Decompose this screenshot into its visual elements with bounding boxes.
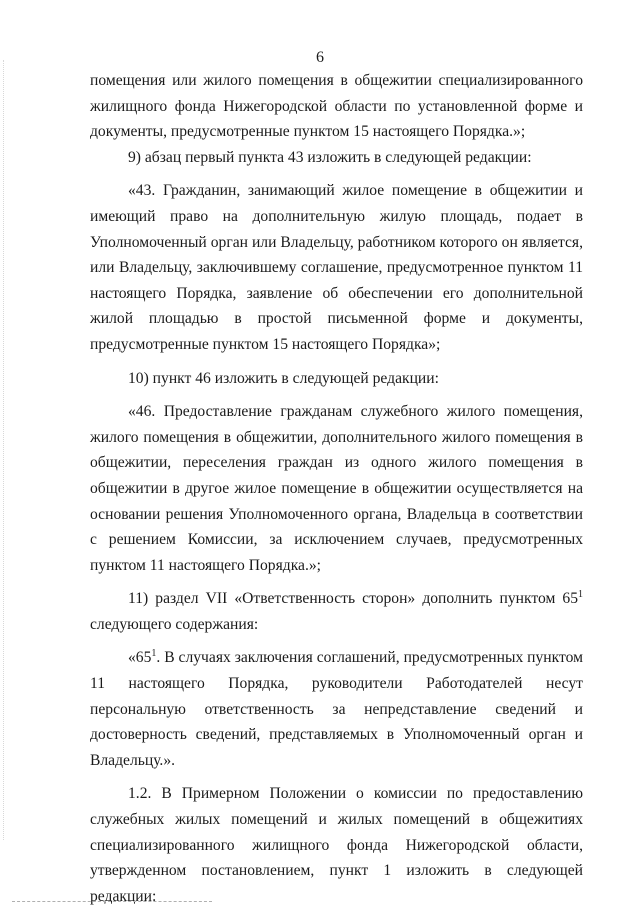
item-11-text-end: следующего содержания: <box>90 615 259 633</box>
clause-65-text-end: . В случаях заключения соглашений, предусмотренных пунктом 11 настоящего Порядка, руководители Работодателей несут персональную ответственность за непредставление сведений и достоверность сведений, представляемых в Уполномоченный орган и Владельцу.». <box>90 649 583 769</box>
item-11-text: 11) раздел VII «Ответственность сторон» дополнить пунктом 65 <box>128 590 578 608</box>
paragraph-item-11 <box>90 586 583 637</box>
paragraph-continuation: помещения или жилого помещения в общежитии специализированного жилищного фонда Нижегородской области по установленной форме и документы, предусмотренные пунктом 15 настоящего Порядка.»; <box>90 72 583 141</box>
scan-edge-mark <box>3 60 4 840</box>
paragraph-clause-43: «43. Гражданин, занимающий жилое помещение в общежитии и имеющий право на дополнительную жилую площадь, подает в Уполномоченный орган или Владельцу, работником которого он является, или Владельцу, заключившему соглашение, предусмотренное пунктом 11 настоящего Порядка, заявление об обеспечении его дополнительной жилой площадью в простой письменной форме и документы, предусмотренные пунктом 15 настоящего Порядка»; <box>90 182 583 353</box>
bottom-scan-rule <box>12 901 212 902</box>
clause-65-text: «65 <box>128 649 152 667</box>
item-11-superscript: 1 <box>578 589 583 601</box>
paragraph-item-9: 9) абзац первый пункта 43 изложить в следующей редакции: <box>128 148 532 166</box>
clause-65-superscript: 1 <box>151 648 157 660</box>
paragraph-clause-46: «46. Предоставление гражданам служебного жилого помещения, жилого помещения в общежитии, дополнительного жилого помещения в общежитии, переселения граждан из одного жилого помещения в общежитии в другое жилое помещение в общежитии осуществляется на основании решения Уполномоченного органа, Владельца в соответствии с решением Комиссии, за исключением случаев, предусмотренных пунктом 11 настоящего Порядка.»; <box>90 403 583 574</box>
paragraph-clause-65-1 <box>90 645 583 773</box>
document-body <box>90 68 583 909</box>
page-number: 6 <box>316 49 324 66</box>
paragraph-item-10: 10) пункт 46 изложить в следующей редакции: <box>128 369 439 387</box>
paragraph-item-1-2: 1.2. В Примерном Положении о комиссии по предоставлению служебных жилых помещений и жилых помещений в общежитиях специализированного жилищного фонда Нижегородской области, утвержденном постановлением, пункт 1 изложить в следующей редакции: <box>90 785 583 905</box>
